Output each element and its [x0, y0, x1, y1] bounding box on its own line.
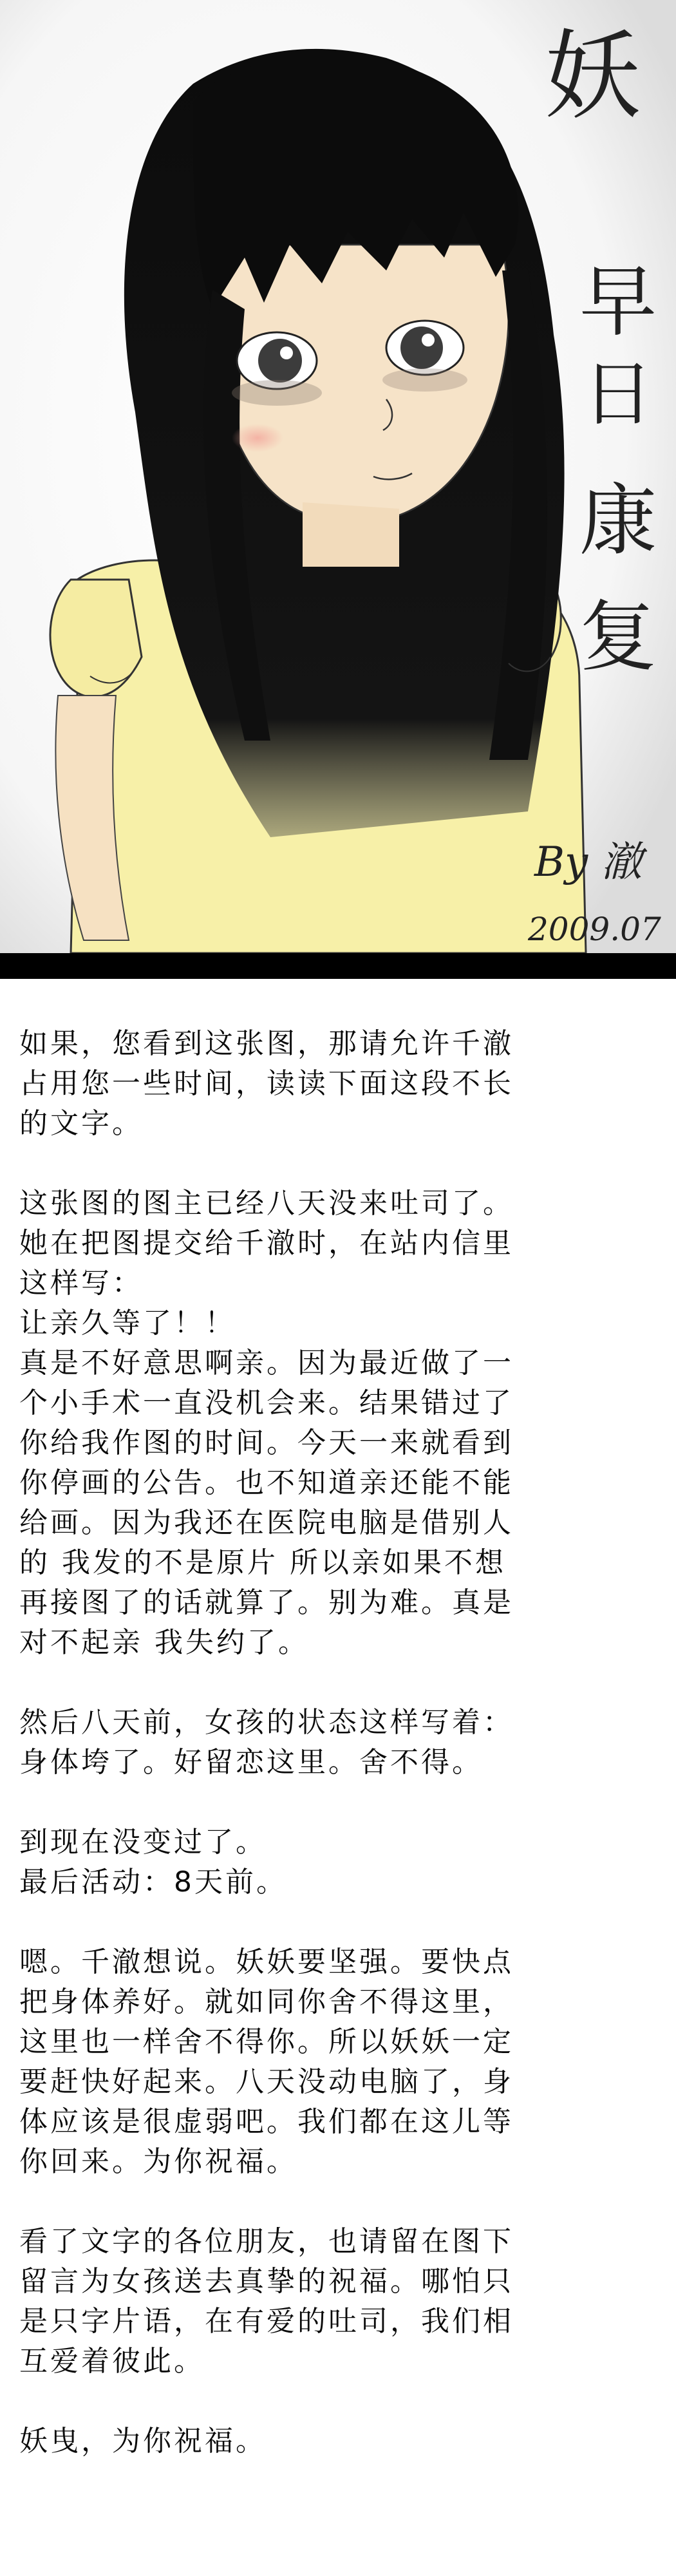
text-line: 真是不好意思啊亲。因为最近做了一	[19, 1347, 514, 1379]
text-line: 再接图了的话就算了。别为难。真是	[19, 1586, 514, 1619]
text-line: 然后八天前，女孩的状态这样写着：	[19, 1706, 514, 1739]
text-line: 这里也一样舍不得你。所以妖妖一定	[19, 2025, 514, 2058]
title-char: 复	[579, 592, 657, 682]
paragraph	[19, 1024, 653, 1144]
paragraph	[19, 1184, 653, 1663]
title-char: 康	[579, 477, 657, 566]
text-line: 留言为女孩送去真挚的祝福。哪怕只	[19, 2265, 514, 2298]
text-line: 她在把图提交给千澈时，在站内信里	[19, 1227, 514, 1260]
girl-portrait-drawing	[0, 0, 676, 953]
title-char: 早	[579, 258, 657, 347]
paragraph-list	[19, 1024, 653, 2461]
text-line: 互爱着彼此。	[19, 2345, 205, 2378]
text-line: 这张图的图主已经八天没来吐司了。	[19, 1187, 514, 1220]
text-line: 你给我作图的时间。今天一来就看到	[19, 1426, 514, 1459]
text-line: 个小手术一直没机会来。结果错过了	[19, 1387, 514, 1419]
text-line: 给画。因为我还在医院电脑是借别人	[19, 1506, 514, 1539]
paragraph	[19, 1823, 653, 1902]
text-line: 的 我发的不是原片 所以亲如果不想	[19, 1546, 506, 1579]
text-line: 占用您一些时间，读读下面这段不长	[19, 1067, 514, 1100]
artist-signature: By 澈	[534, 838, 643, 886]
text-line: 体应该是很虚弱吧。我们都在这儿等	[19, 2105, 514, 2138]
text-line: 到现在没变过了。	[19, 1826, 267, 1859]
text-line: 妖曳，为你祝福。	[19, 2425, 267, 2458]
message-text	[0, 979, 676, 2576]
paragraph	[19, 2222, 653, 2382]
text-line: 对不起亲 我失约了。	[19, 1626, 309, 1659]
text-line: 的文字。	[19, 1107, 143, 1140]
text-line: 看了文字的各位朋友，也请留在图下	[19, 2225, 514, 2258]
paragraph	[19, 1942, 653, 2182]
text-line: 身体垮了。好留恋这里。舍不得。	[19, 1746, 483, 1779]
title-char: 日	[583, 353, 653, 435]
paragraph	[19, 1703, 653, 1783]
text-line: 如果，您看到这张图，那请允许千澈	[19, 1027, 514, 1060]
text-line: 让亲久等了！！	[19, 1307, 236, 1340]
text-line: 你回来。为你祝福。	[19, 2145, 297, 2178]
text-line: 要赶快好起来。八天没动电脑了，身	[19, 2065, 514, 2098]
text-line: 嗯。千澈想说。妖妖要坚强。要快点	[19, 1946, 514, 1978]
divider-bar	[0, 953, 676, 979]
text-line: 这样写：	[19, 1267, 143, 1300]
text-line: 最后活动：8天前。	[19, 1866, 287, 1899]
title-char: 妖	[543, 21, 641, 133]
text-line: 把身体养好。就如同你舍不得这里，	[19, 1985, 514, 2018]
illustration	[0, 0, 676, 953]
paragraph	[19, 2421, 653, 2461]
text-line: 你停画的公告。也不知道亲还能不能	[19, 1466, 514, 1499]
text-line: 是只字片语，在有爱的吐司，我们相	[19, 2305, 514, 2338]
signature-date: 2009.07	[528, 911, 661, 948]
